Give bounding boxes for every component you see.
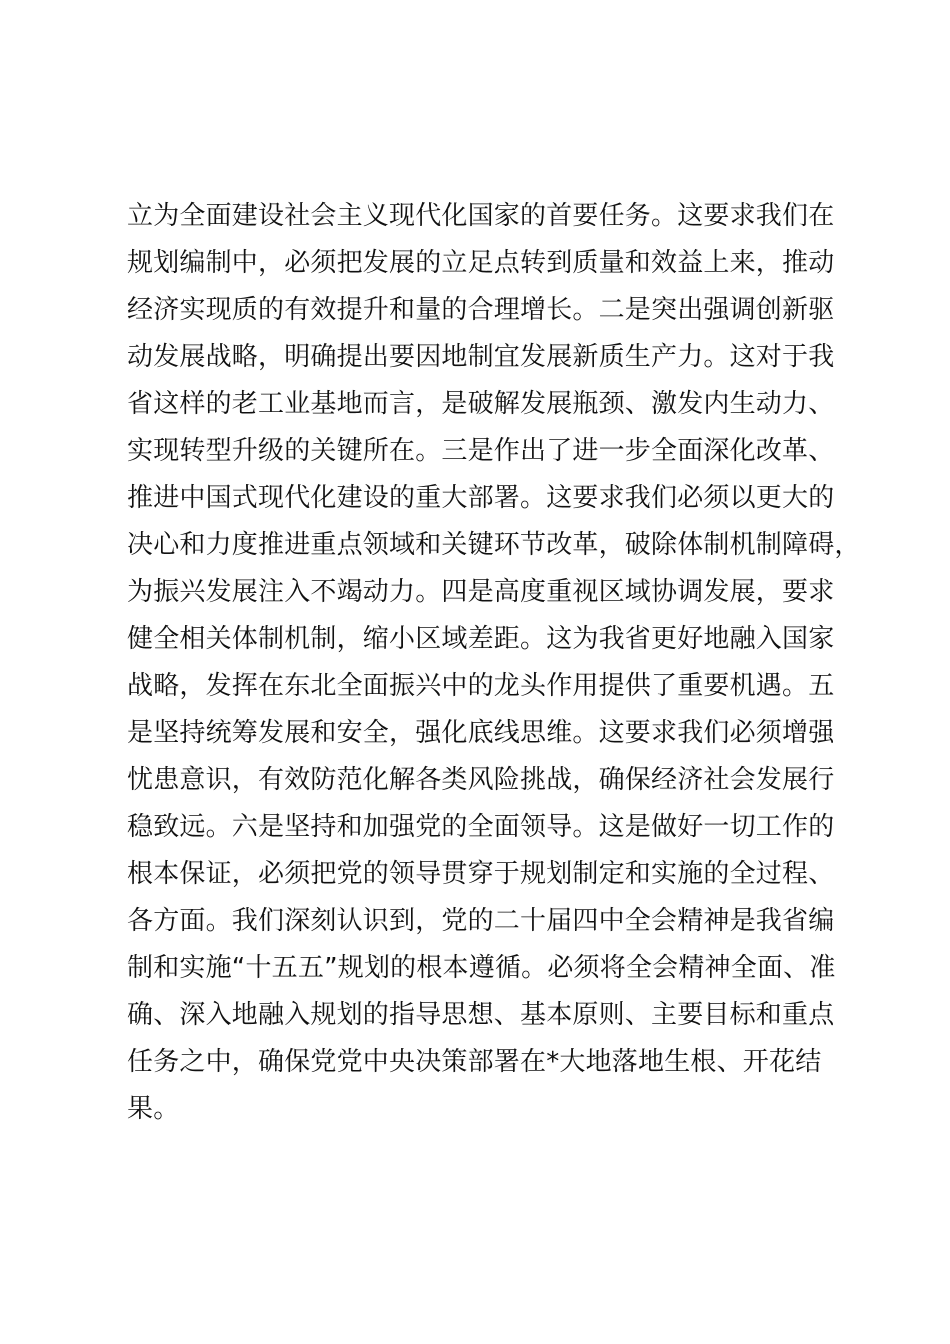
text-line: 实现转型升级的关键所在。三是作出了进一步全面深化改革、 [127, 436, 835, 466]
text-line: 为振兴发展注入不竭动力。四是高度重视区域协调发展，要求 [127, 577, 835, 607]
text-line: 根本保证，必须把党的领导贯穿于规划制定和实施的全过程、 [127, 859, 835, 889]
text-line: 省这样的老工业基地而言，是破解发展瓶颈、激发内生动力、 [127, 389, 835, 419]
text-line: 动发展战略，明确提出要因地制宜发展新质生产力。这对于我 [127, 342, 835, 372]
text-line: 推进中国式现代化建设的重大部署。这要求我们必须以更大的 [127, 483, 835, 513]
text-line: 决心和力度推进重点领域和关键环节改革，破除体制机制障碍， [127, 530, 861, 560]
text-line: 健全相关体制机制，缩小区域差距。这为我省更好地融入国家 [127, 624, 835, 654]
document-body [127, 193, 861, 1133]
text-line: 各方面。我们深刻认识到，党的二十届四中全会精神是我省编 [127, 906, 835, 936]
text-line: 是坚持统筹发展和安全，强化底线思维。这要求我们必须增强 [127, 718, 835, 748]
text-line: 立为全面建设社会主义现代化国家的首要任务。这要求我们在 [127, 201, 835, 231]
text-line: 经济实现质的有效提升和量的合理增长。二是突出强调创新驱 [127, 295, 835, 325]
text-line: 规划编制中，必须把发展的立足点转到质量和效益上来，推动 [127, 248, 835, 278]
text-line: 忧患意识，有效防范化解各类风险挑战，确保经济社会发展行 [127, 765, 835, 795]
text-line: 确、深入地融入规划的指导思想、基本原则、主要目标和重点 [127, 1000, 835, 1030]
text-line: 制和实施“十五五”规划的根本遵循。必须将全会精神全面、准 [127, 953, 836, 983]
text-line: 稳致远。六是坚持和加强党的全面领导。这是做好一切工作的 [127, 812, 835, 842]
text-line: 战略，发挥在东北全面振兴中的龙头作用提供了重要机遇。五 [127, 671, 835, 701]
text-line: 果。 [127, 1094, 180, 1124]
text-line: 任务之中，确保党党中央决策部署在*大地落地生根、开花结 [127, 1047, 822, 1077]
